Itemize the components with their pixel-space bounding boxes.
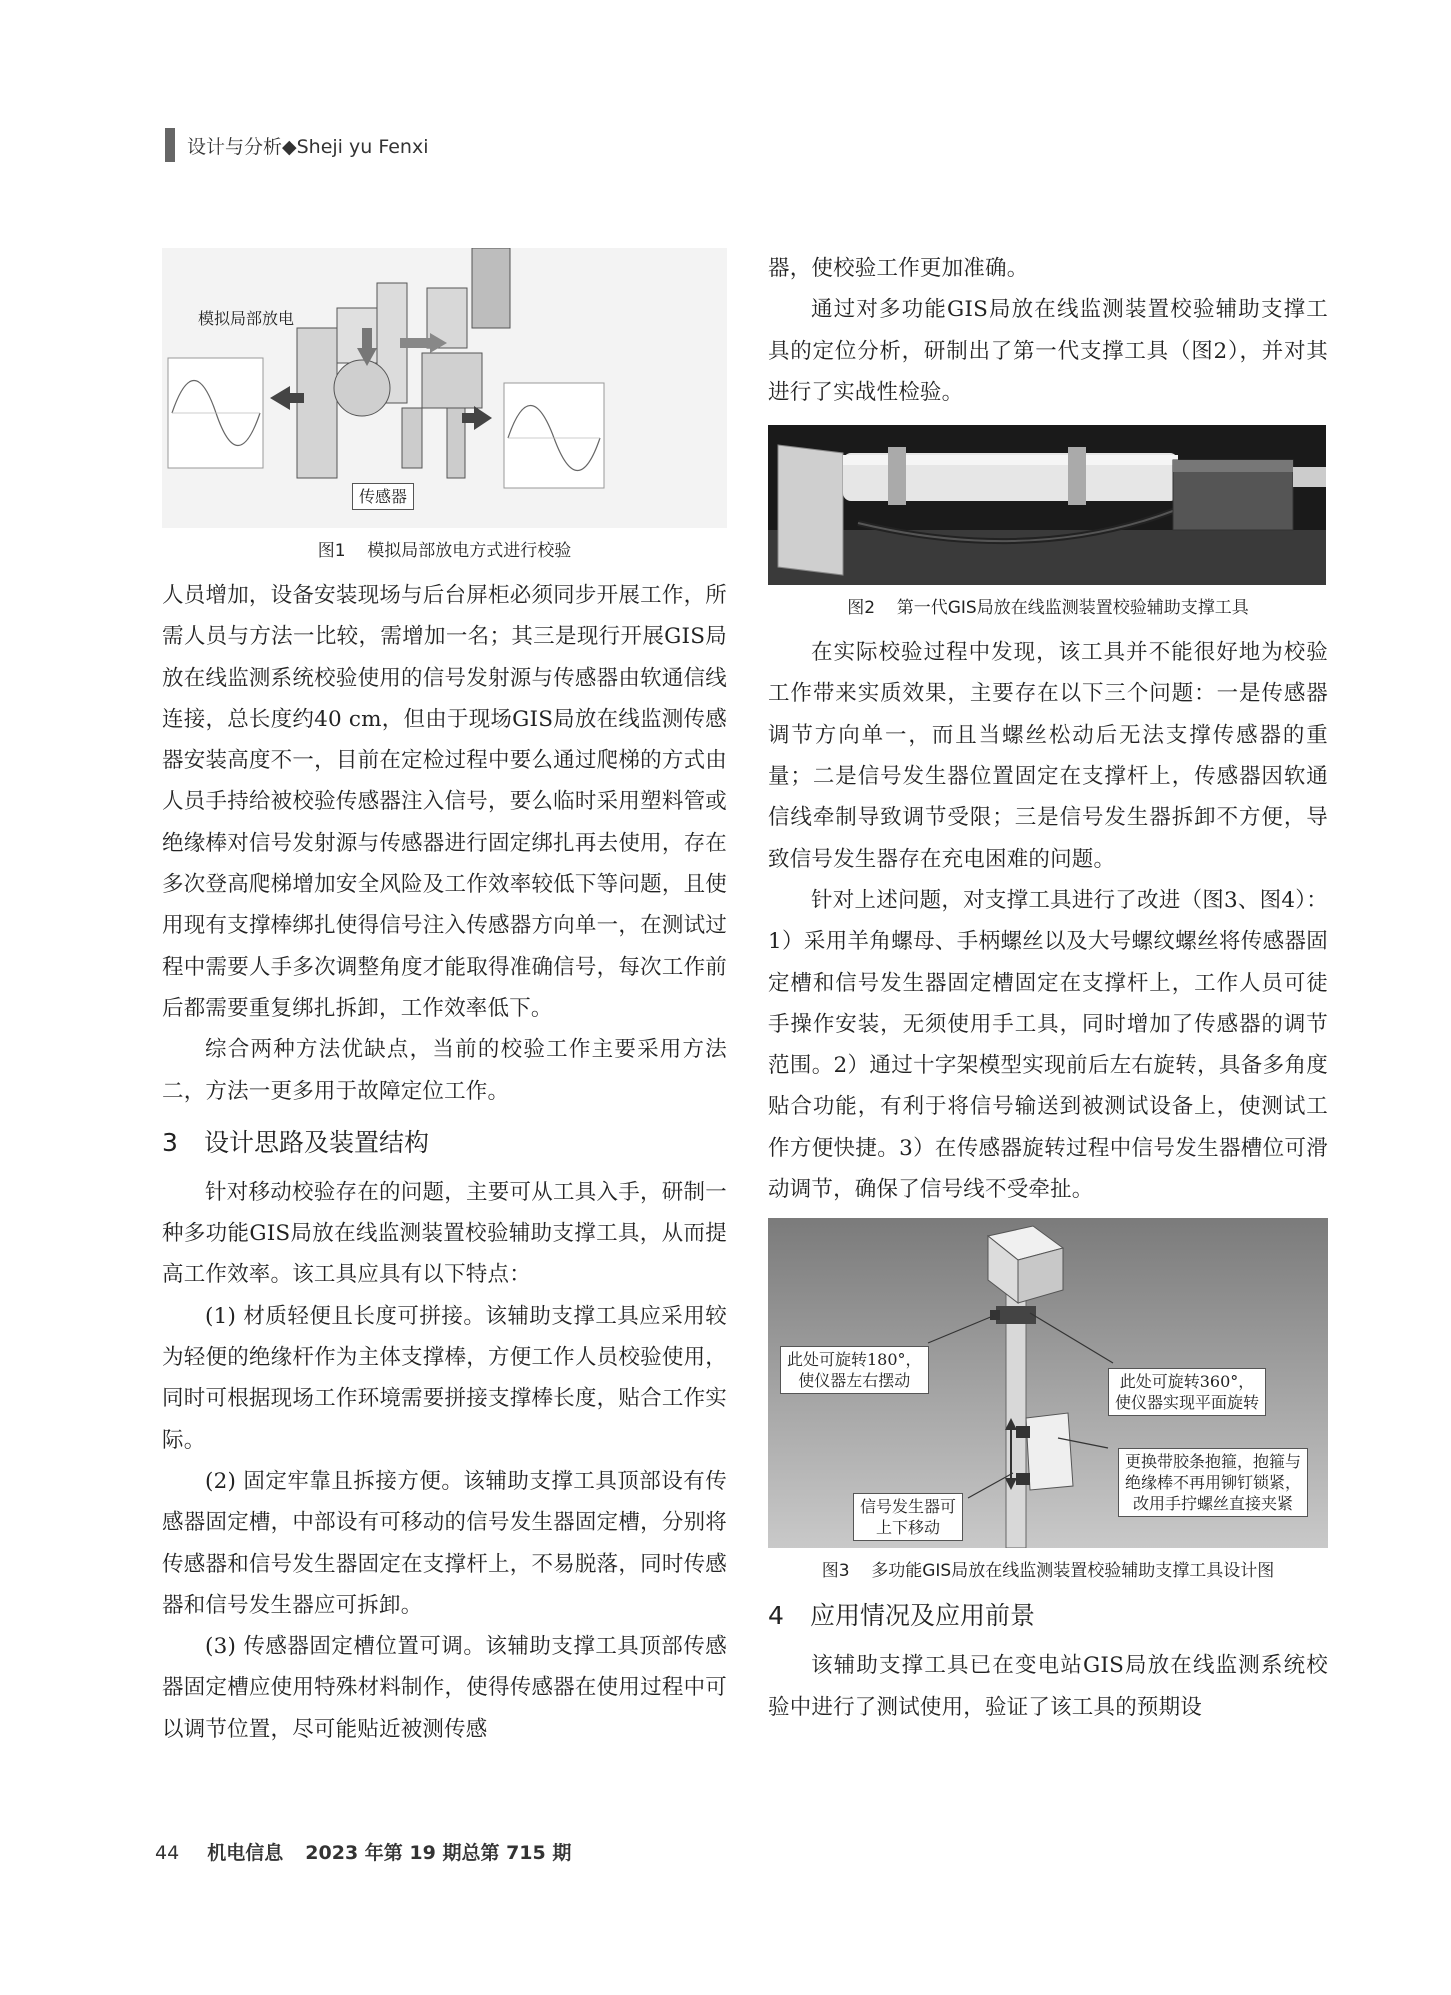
figure-1-label-sim: 模拟局部放电: [198, 309, 295, 328]
left-paragraph-1: 人员增加，设备安装现场与后台屏柜必须同步开展工作，所需人员与方法一比较，需增加一名；其三是现行开展GIS局放在线监测系统校验使用的信号发射源与传感器由软通信线连接，总长度约40 cm，但由于现场GIS局放在线监测传感器安装高度不一，目前在定检过程中要么通过爬梯的方式由人员手持给被校验传感器注入信号，要么临时采用塑料管或绝缘棒对信号发射源与传感器进行固定绑扎再去使用，存在多次登高爬梯增加安全风险及工作效率较低下等问题，且使用现有支撑棒绑扎使得信号注入传感器方向单一，在测试过程中需要人手多次调整角度才能取得准确信号，每次工作前后都需要重复绑扎拆卸，工作效率低下。: [162, 583, 727, 1021]
section-3-heading: [162, 1122, 727, 1164]
figure-3-annotation-generator-move: 信号发生器可 上下移动: [853, 1493, 963, 1541]
section-3-number: 3: [162, 1127, 178, 1157]
figure-2-caption-num: 图2: [847, 598, 876, 619]
figure-1-illustration: [162, 248, 727, 528]
figure-1-caption-num: 图1: [317, 541, 346, 561]
right-column: [768, 248, 1328, 1728]
section-4-title: 应用情况及应用前景: [810, 1601, 1036, 1631]
figure-3-caption: [768, 1556, 1328, 1581]
right-paragraph-3: 在实际校验过程中发现，该工具并不能很好地为校验工作带来实质效果，主要存在以下三个问题：一是传感器调节方向单一，而且当螺丝松动后无法支撑传感器的重量；二是信号发生器位置固定在支撑杆上，传感器因软通信线牵制导致调节受限；三是信号发生器拆卸不方便，导致信号发生器存在充电困难的问题。: [768, 640, 1328, 872]
right-paragraph-4: 针对上述问题，对支撑工具进行了改进（图3、图4）：1）采用羊角螺母、手柄螺丝以及大号螺纹螺丝将传感器固定槽和信号发生器固定槽固定在支撑杆上，工作人员可徒手操作安装，无须使用手工具，同时增加了传感器的调节范围。2）通过十字架模型实现前后左右旋转，具备多角度贴合功能，有利于将信号输送到被测试设备上，使测试工作方便快捷。3）在传感器旋转过程中信号发生器槽位可滑动调节，确保了信号线不受牵扯。: [768, 887, 1328, 1203]
section-4-number: 4: [768, 1601, 784, 1631]
figure-3-annotation-clamp: 更换带胶条抱箍，抱箍与 绝缘棒不再用铆钉锁紧， 改用手拧螺丝直接夹紧: [1118, 1448, 1308, 1517]
journal-name: 机电信息: [207, 1842, 284, 1864]
right-paragraph-2: 通过对多功能GIS局放在线监测装置校验辅助支撑工具的定位分析，研制出了第一代支撑工具（图2），并对其进行了实战性检验。: [768, 297, 1328, 405]
left-paragraph-3: 针对移动校验存在的问题，主要可从工具入手，研制一种多功能GIS局放在线监测装置校验辅助支撑工具，从而提高工作效率。该工具应具有以下特点：: [162, 1179, 727, 1288]
right-paragraph-5: 该辅助支撑工具已在变电站GIS局放在线监测系统校验中进行了测试使用，验证了该工具的预期设: [768, 1653, 1328, 1720]
figure-1: [162, 248, 727, 528]
figure-3-caption-num: 图3: [821, 1561, 850, 1582]
figure-1-caption-text: 模拟局部放电方式进行校验: [367, 541, 572, 561]
page-number: 44: [155, 1842, 180, 1864]
figure-3-annotation-rotate-360: 此处可旋转360°， 使仪器实现平面旋转: [1108, 1368, 1266, 1416]
figure-3-caption-text: 多功能GIS局放在线监测装置校验辅助支撑工具设计图: [871, 1561, 1275, 1582]
header-bar: [165, 128, 175, 162]
left-paragraph-5: (2) 固定牢靠且拆接方便。该辅助支撑工具顶部设有传感器固定槽，中部设有可移动的信号发生器固定槽，分别将传感器和信号发生器固定在支撑杆上，不易脱落，同时传感器和信号发生器应可拆卸。: [162, 1468, 727, 1618]
figure-2-caption-text: 第一代GIS局放在线监测装置校验辅助支撑工具: [896, 598, 1249, 619]
running-header: [165, 128, 428, 162]
figure-2-photo: [768, 425, 1326, 585]
figure-2: [768, 425, 1326, 585]
issue-info: 2023 年第 19 期总第 715 期: [305, 1842, 572, 1864]
section-4-heading: [768, 1595, 1328, 1637]
figure-2-caption: [768, 593, 1328, 618]
page-footer: [155, 1838, 571, 1865]
section-3-title: 设计思路及装置结构: [204, 1127, 430, 1157]
left-column: [162, 248, 727, 1750]
right-paragraph-1: 器，使校验工作更加准确。: [768, 256, 1029, 281]
figure-3: [768, 1218, 1328, 1548]
figure-1-caption: [162, 536, 727, 561]
left-paragraph-2: 综合两种方法优缺点，当前的校验工作主要采用方法二，方法一更多用于故障定位工作。: [162, 1037, 727, 1104]
header-section: 设计与分析◆Sheji yu Fenxi: [187, 135, 429, 158]
left-paragraph-4: (1) 材质轻便且长度可拼接。该辅助支撑工具应采用较为轻便的绝缘杆作为主体支撑棒，方便工作人员校验使用，同时可根据现场工作环境需要拼接支撑棒长度，贴合工作实际。: [162, 1303, 727, 1453]
left-paragraph-6: (3) 传感器固定槽位置可调。该辅助支撑工具顶部传感器固定槽应使用特殊材料制作，使得传感器在使用过程中可以调节位置，尽可能贴近被测传感: [162, 1634, 727, 1742]
figure-3-annotation-rotate-180: 此处可旋转180°， 使仪器左右摆动: [780, 1346, 929, 1394]
figure-1-label-sensor: 传感器: [352, 483, 414, 510]
